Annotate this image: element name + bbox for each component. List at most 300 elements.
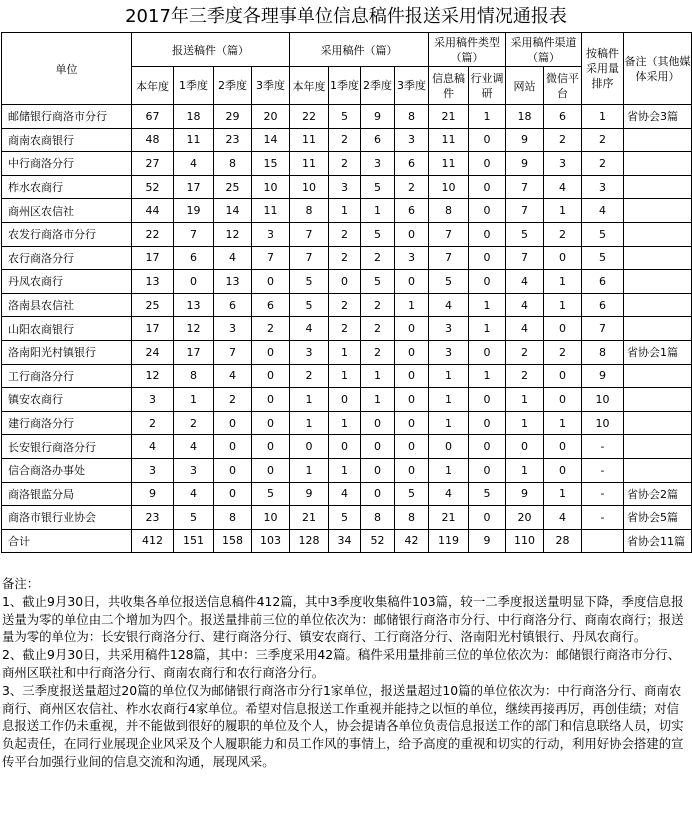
cell-research: 9 — [469, 529, 506, 553]
cell-a-q1: 5 — [329, 105, 361, 129]
cell-info: 7 — [429, 246, 469, 270]
cell-a-q3: 2 — [395, 175, 429, 199]
cell-a-q3: 0 — [395, 435, 429, 459]
cell-s-year: 25 — [132, 293, 174, 317]
cell-s-year: 4 — [132, 435, 174, 459]
cell-wechat: 0 — [544, 364, 582, 388]
cell-web: 9 — [506, 482, 544, 506]
header-adopted-channel: 采用稿件渠道（篇） — [506, 33, 582, 67]
cell-info: 5 — [429, 270, 469, 294]
cell-a-year: 1 — [290, 458, 329, 482]
cell-a-q2: 1 — [361, 199, 395, 223]
cell-info: 1 — [429, 411, 469, 435]
cell-s-year: 2 — [132, 411, 174, 435]
cell-s-q2: 0 — [214, 482, 252, 506]
cell-s-q1: 17 — [174, 340, 214, 364]
cell-wechat: 3 — [544, 152, 582, 176]
cell-s-q2: 0 — [214, 435, 252, 459]
cell-s-year: 23 — [132, 506, 174, 530]
cell-web: 9 — [506, 152, 544, 176]
cell-s-year: 17 — [132, 246, 174, 270]
cell-wechat: 0 — [544, 458, 582, 482]
cell-a-q3: 6 — [395, 199, 429, 223]
cell-rank: - — [582, 458, 624, 482]
cell-a-q2: 2 — [361, 340, 395, 364]
cell-rank: 10 — [582, 411, 624, 435]
header-rank: 按稿件采用量排序 — [582, 33, 624, 105]
cell-remark — [624, 458, 692, 482]
cell-a-q1: 3 — [329, 175, 361, 199]
cell-remark — [624, 246, 692, 270]
cell-a-q1: 1 — [329, 340, 361, 364]
cell-a-q2: 0 — [361, 435, 395, 459]
cell-rank: 9 — [582, 364, 624, 388]
cell-a-q1: 1 — [329, 364, 361, 388]
cell-a-year: 4 — [290, 317, 329, 341]
cell-unit: 洛南县农信社 — [2, 293, 132, 317]
cell-unit: 信合商洛办事处 — [2, 458, 132, 482]
cell-web: 20 — [506, 506, 544, 530]
cell-web: 7 — [506, 199, 544, 223]
cell-wechat: 1 — [544, 293, 582, 317]
cell-s-q1: 19 — [174, 199, 214, 223]
cell-info: 21 — [429, 105, 469, 129]
header-industry-research: 行业调研 — [469, 67, 506, 105]
cell-remark — [624, 222, 692, 246]
cell-unit: 丹凤农商行 — [2, 270, 132, 294]
cell-s-q3: 10 — [252, 175, 290, 199]
cell-s-year: 12 — [132, 364, 174, 388]
cell-remark — [624, 270, 692, 294]
cell-s-q1: 6 — [174, 246, 214, 270]
cell-s-q3: 6 — [252, 293, 290, 317]
cell-a-q3: 8 — [395, 506, 429, 530]
cell-a-q3: 6 — [395, 152, 429, 176]
cell-s-q3: 0 — [252, 388, 290, 412]
cell-s-q2: 0 — [214, 411, 252, 435]
cell-unit: 商洛银监分局 — [2, 482, 132, 506]
cell-unit: 商洛市银行业协会 — [2, 506, 132, 530]
header-info-article: 信息稿件 — [429, 67, 469, 105]
cell-web: 5 — [506, 222, 544, 246]
cell-a-q1: 2 — [329, 317, 361, 341]
cell-s-q3: 2 — [252, 317, 290, 341]
cell-s-q3: 7 — [252, 246, 290, 270]
cell-s-q2: 25 — [214, 175, 252, 199]
cell-research: 0 — [469, 222, 506, 246]
cell-wechat: 1 — [544, 411, 582, 435]
cell-s-q2: 3 — [214, 317, 252, 341]
cell-a-year: 8 — [290, 199, 329, 223]
cell-a-year: 10 — [290, 175, 329, 199]
cell-info: 10 — [429, 175, 469, 199]
cell-remark — [624, 152, 692, 176]
cell-remark — [624, 364, 692, 388]
cell-a-q2: 0 — [361, 458, 395, 482]
header-submitted-q3: 3季度 — [252, 67, 290, 105]
header-submitted-q2: 2季度 — [214, 67, 252, 105]
cell-wechat: 2 — [544, 128, 582, 152]
cell-a-q1: 2 — [329, 222, 361, 246]
cell-a-q3: 0 — [395, 364, 429, 388]
header-adopted-q1: 1季度 — [329, 67, 361, 105]
cell-research: 0 — [469, 411, 506, 435]
cell-unit: 商南农商银行 — [2, 128, 132, 152]
table-row — [2, 222, 692, 246]
cell-research: 0 — [469, 388, 506, 412]
cell-a-year: 5 — [290, 293, 329, 317]
cell-a-q2: 5 — [361, 175, 395, 199]
cell-info: 11 — [429, 128, 469, 152]
cell-a-q3: 8 — [395, 105, 429, 129]
cell-wechat: 1 — [544, 199, 582, 223]
cell-a-q3: 0 — [395, 458, 429, 482]
cell-a-q1: 2 — [329, 152, 361, 176]
cell-rank: 8 — [582, 340, 624, 364]
cell-wechat: 28 — [544, 529, 582, 553]
cell-a-q3: 0 — [395, 222, 429, 246]
cell-wechat: 1 — [544, 482, 582, 506]
cell-unit: 长安银行商洛分行 — [2, 435, 132, 459]
cell-remark — [624, 317, 692, 341]
cell-a-q3: 0 — [395, 317, 429, 341]
cell-unit: 合计 — [2, 529, 132, 553]
cell-remark — [624, 199, 692, 223]
cell-research: 0 — [469, 152, 506, 176]
cell-s-q1: 7 — [174, 222, 214, 246]
cell-web: 1 — [506, 388, 544, 412]
cell-rank: 2 — [582, 128, 624, 152]
cell-wechat: 6 — [544, 105, 582, 129]
header-website: 网站 — [506, 67, 544, 105]
table-row — [2, 270, 692, 294]
cell-unit: 柞水农商行 — [2, 175, 132, 199]
cell-a-q2: 3 — [361, 152, 395, 176]
cell-a-q3: 42 — [395, 529, 429, 553]
cell-info: 1 — [429, 388, 469, 412]
cell-remark — [624, 388, 692, 412]
table-total-row — [2, 529, 692, 553]
table-row — [2, 482, 692, 506]
cell-a-q1: 2 — [329, 128, 361, 152]
cell-s-q3: 11 — [252, 199, 290, 223]
cell-web: 1 — [506, 458, 544, 482]
cell-a-year: 11 — [290, 152, 329, 176]
cell-rank: 3 — [582, 175, 624, 199]
cell-wechat: 2 — [544, 340, 582, 364]
header-adopted-type: 采用稿件类型（篇） — [429, 33, 506, 67]
cell-a-q2: 2 — [361, 317, 395, 341]
cell-rank: 1 — [582, 105, 624, 129]
cell-remark — [624, 293, 692, 317]
cell-s-q3: 0 — [252, 340, 290, 364]
cell-remark: 省协会11篇 — [624, 529, 692, 553]
cell-s-q2: 4 — [214, 364, 252, 388]
cell-s-q2: 4 — [214, 246, 252, 270]
cell-s-q3: 20 — [252, 105, 290, 129]
table-row — [2, 317, 692, 341]
cell-remark — [624, 411, 692, 435]
cell-unit: 工行商洛分行 — [2, 364, 132, 388]
cell-s-q3: 15 — [252, 152, 290, 176]
cell-info: 8 — [429, 199, 469, 223]
cell-unit: 农发行商洛市分行 — [2, 222, 132, 246]
cell-web: 4 — [506, 270, 544, 294]
notes — [2, 575, 690, 771]
table-row — [2, 105, 692, 129]
cell-s-year: 3 — [132, 388, 174, 412]
cell-wechat: 4 — [544, 175, 582, 199]
cell-remark — [624, 435, 692, 459]
cell-a-q2: 52 — [361, 529, 395, 553]
cell-s-q3: 0 — [252, 435, 290, 459]
cell-a-year: 1 — [290, 411, 329, 435]
cell-a-year: 21 — [290, 506, 329, 530]
cell-s-q1: 1 — [174, 388, 214, 412]
cell-wechat: 2 — [544, 222, 582, 246]
table-row — [2, 199, 692, 223]
cell-wechat: 0 — [544, 435, 582, 459]
cell-s-q3: 0 — [252, 458, 290, 482]
cell-a-year: 7 — [290, 222, 329, 246]
cell-s-year: 17 — [132, 317, 174, 341]
cell-s-q3: 14 — [252, 128, 290, 152]
cell-s-year: 52 — [132, 175, 174, 199]
cell-web: 2 — [506, 364, 544, 388]
cell-info: 119 — [429, 529, 469, 553]
cell-a-q3: 1 — [395, 293, 429, 317]
cell-s-year: 3 — [132, 458, 174, 482]
cell-a-q2: 2 — [361, 246, 395, 270]
cell-rank: 6 — [582, 293, 624, 317]
header-wechat: 微信平台 — [544, 67, 582, 105]
cell-wechat: 0 — [544, 317, 582, 341]
header-adopted-q3: 3季度 — [395, 67, 429, 105]
cell-s-year: 412 — [132, 529, 174, 553]
cell-info: 1 — [429, 458, 469, 482]
cell-research: 0 — [469, 199, 506, 223]
cell-rank: 2 — [582, 152, 624, 176]
cell-web: 0 — [506, 435, 544, 459]
cell-research: 0 — [469, 175, 506, 199]
cell-research: 0 — [469, 270, 506, 294]
cell-rank: 5 — [582, 246, 624, 270]
cell-a-q2: 2 — [361, 293, 395, 317]
cell-s-q3: 3 — [252, 222, 290, 246]
cell-s-q2: 8 — [214, 506, 252, 530]
cell-research: 1 — [469, 364, 506, 388]
report-table — [1, 32, 692, 553]
cell-s-q3: 0 — [252, 364, 290, 388]
cell-rank: 4 — [582, 199, 624, 223]
cell-a-year: 0 — [290, 435, 329, 459]
cell-s-year: 27 — [132, 152, 174, 176]
cell-s-q2: 0 — [214, 458, 252, 482]
table-row — [2, 435, 692, 459]
cell-a-q2: 1 — [361, 364, 395, 388]
cell-remark: 省协会2篇 — [624, 482, 692, 506]
cell-s-q2: 13 — [214, 270, 252, 294]
cell-s-q2: 6 — [214, 293, 252, 317]
cell-s-q1: 11 — [174, 128, 214, 152]
cell-s-q2: 8 — [214, 152, 252, 176]
cell-a-year: 5 — [290, 270, 329, 294]
table-row — [2, 458, 692, 482]
cell-a-q2: 0 — [361, 482, 395, 506]
cell-a-q3: 0 — [395, 270, 429, 294]
cell-s-q1: 5 — [174, 506, 214, 530]
cell-research: 1 — [469, 317, 506, 341]
cell-s-q1: 4 — [174, 435, 214, 459]
cell-a-q1: 1 — [329, 411, 361, 435]
cell-a-q1: 5 — [329, 506, 361, 530]
cell-a-q3: 0 — [395, 388, 429, 412]
cell-wechat: 0 — [544, 246, 582, 270]
cell-s-q1: 8 — [174, 364, 214, 388]
cell-s-q3: 5 — [252, 482, 290, 506]
table-row — [2, 506, 692, 530]
cell-s-q2: 7 — [214, 340, 252, 364]
cell-s-q1: 2 — [174, 411, 214, 435]
header-remark: 备注（其他媒体采用） — [624, 33, 692, 105]
cell-a-year: 22 — [290, 105, 329, 129]
cell-s-year: 24 — [132, 340, 174, 364]
cell-s-q1: 3 — [174, 458, 214, 482]
cell-info: 3 — [429, 340, 469, 364]
cell-a-year: 128 — [290, 529, 329, 553]
cell-remark: 省协会5篇 — [624, 506, 692, 530]
cell-rank: 6 — [582, 270, 624, 294]
cell-a-q2: 5 — [361, 270, 395, 294]
cell-s-q3: 10 — [252, 506, 290, 530]
cell-web: 4 — [506, 317, 544, 341]
table-row — [2, 246, 692, 270]
cell-a-q3: 3 — [395, 128, 429, 152]
cell-s-year: 22 — [132, 222, 174, 246]
cell-remark: 省协会1篇 — [624, 340, 692, 364]
notes-item-3: 3、三季度报送量超过20篇的单位仅为邮储银行商洛市分行1家单位，报送量超过10篇的单位依次为：中行商洛分行、商南农商行、商州区农信社、柞水农商行4家单位。希望对信息报送工作重视并能持之以恒的单位，继续再接再厉，再创佳绩；对信息报送工作仍未重视，并不能做到很好的履职的单位及个人，协会提请各单位负责信息报送工作的部门和信息联络人员，切实负起责任，在同行业展现企业风采及个人履职能力和员工作风的事情上，给予高度的重视和切实的行动，利用好协会搭建的宣传平台加强行业间的信息交流和沟通，展现风采。 — [2, 682, 684, 769]
cell-a-year: 2 — [290, 364, 329, 388]
cell-a-q1: 0 — [329, 435, 361, 459]
cell-s-q2: 12 — [214, 222, 252, 246]
cell-web: 18 — [506, 105, 544, 129]
cell-a-q3: 3 — [395, 246, 429, 270]
cell-a-year: 7 — [290, 246, 329, 270]
cell-s-q2: 2 — [214, 388, 252, 412]
cell-research: 1 — [469, 293, 506, 317]
cell-a-q1: 0 — [329, 388, 361, 412]
cell-a-q2: 5 — [361, 222, 395, 246]
notes-item-2: 2、截止9月30日，共采用稿件128篇，其中：三季度采用42篇。稿件采用量排前三位的单位依次为：邮储银行商洛市分行、商州区联社和中行商洛分行、商南农商行和农行商洛分行。 — [2, 647, 681, 680]
header-unit: 单位 — [2, 33, 132, 105]
cell-a-q3: 0 — [395, 411, 429, 435]
cell-s-q3: 0 — [252, 270, 290, 294]
cell-info: 4 — [429, 482, 469, 506]
notes-item-1: 1、截止9月30日，共收集各单位报送信息稿件412篇，其中3季度收集稿件103篇，较一二季度报送量明显下降，季度信息报送量为零的单位由二个增加为四个。报送量排前三位的单位依次为：邮储银行商洛市分行、中行商洛分行、商南农商行；报送量为零的单位为：长安银行商洛分行、建行商洛分行、镇安农商行、工行商洛分行、洛南阳光村镇银行、丹凤农商行。 — [2, 593, 684, 645]
cell-remark: 省协会3篇 — [624, 105, 692, 129]
table-row — [2, 175, 692, 199]
cell-s-q1: 13 — [174, 293, 214, 317]
notes-heading: 备注： — [2, 576, 40, 591]
header-adopted-q2: 2季度 — [361, 67, 395, 105]
cell-s-q2: 14 — [214, 199, 252, 223]
cell-rank: 5 — [582, 222, 624, 246]
cell-web: 110 — [506, 529, 544, 553]
header-adopted-year: 本年度 — [290, 67, 329, 105]
cell-s-q2: 29 — [214, 105, 252, 129]
cell-s-q3: 103 — [252, 529, 290, 553]
cell-s-year: 9 — [132, 482, 174, 506]
cell-rank: - — [582, 435, 624, 459]
cell-info: 4 — [429, 293, 469, 317]
table-row — [2, 152, 692, 176]
cell-unit: 山阳农商银行 — [2, 317, 132, 341]
table-row — [2, 364, 692, 388]
cell-web: 1 — [506, 411, 544, 435]
cell-research: 1 — [469, 105, 506, 129]
cell-unit: 商州区农信社 — [2, 199, 132, 223]
cell-wechat: 4 — [544, 506, 582, 530]
cell-unit: 农行商洛分行 — [2, 246, 132, 270]
cell-web: 4 — [506, 293, 544, 317]
cell-s-q1: 4 — [174, 482, 214, 506]
header-submitted: 报送稿件（篇） — [132, 33, 290, 67]
cell-s-q1: 151 — [174, 529, 214, 553]
cell-a-q2: 9 — [361, 105, 395, 129]
cell-research: 0 — [469, 435, 506, 459]
cell-research: 5 — [469, 482, 506, 506]
cell-rank: 10 — [582, 388, 624, 412]
cell-unit: 建行商洛分行 — [2, 411, 132, 435]
cell-s-q2: 158 — [214, 529, 252, 553]
table-row — [2, 340, 692, 364]
cell-unit: 中行商洛分行 — [2, 152, 132, 176]
cell-info: 7 — [429, 222, 469, 246]
cell-research: 0 — [469, 506, 506, 530]
table-row — [2, 293, 692, 317]
cell-web: 2 — [506, 340, 544, 364]
cell-info: 1 — [429, 364, 469, 388]
header-submitted-year: 本年度 — [132, 67, 174, 105]
cell-remark — [624, 128, 692, 152]
cell-a-q1: 2 — [329, 246, 361, 270]
cell-s-year: 48 — [132, 128, 174, 152]
cell-info: 21 — [429, 506, 469, 530]
page-title: 2017年三季度各理事单位信息稿件报送采用情况通报表 — [125, 6, 567, 27]
cell-s-year: 44 — [132, 199, 174, 223]
cell-a-q2: 8 — [361, 506, 395, 530]
cell-a-q2: 1 — [361, 388, 395, 412]
cell-a-q1: 1 — [329, 199, 361, 223]
cell-s-q2: 23 — [214, 128, 252, 152]
cell-a-q1: 34 — [329, 529, 361, 553]
cell-a-q3: 0 — [395, 340, 429, 364]
cell-wechat: 0 — [544, 388, 582, 412]
cell-s-year: 67 — [132, 105, 174, 129]
cell-rank: 7 — [582, 317, 624, 341]
cell-web: 9 — [506, 128, 544, 152]
cell-research: 0 — [469, 246, 506, 270]
cell-research: 0 — [469, 458, 506, 482]
cell-web: 7 — [506, 175, 544, 199]
cell-s-q1: 17 — [174, 175, 214, 199]
cell-a-q2: 0 — [361, 411, 395, 435]
cell-info: 11 — [429, 152, 469, 176]
cell-a-q1: 1 — [329, 458, 361, 482]
cell-s-q1: 18 — [174, 105, 214, 129]
cell-info: 3 — [429, 317, 469, 341]
cell-rank: - — [582, 506, 624, 530]
